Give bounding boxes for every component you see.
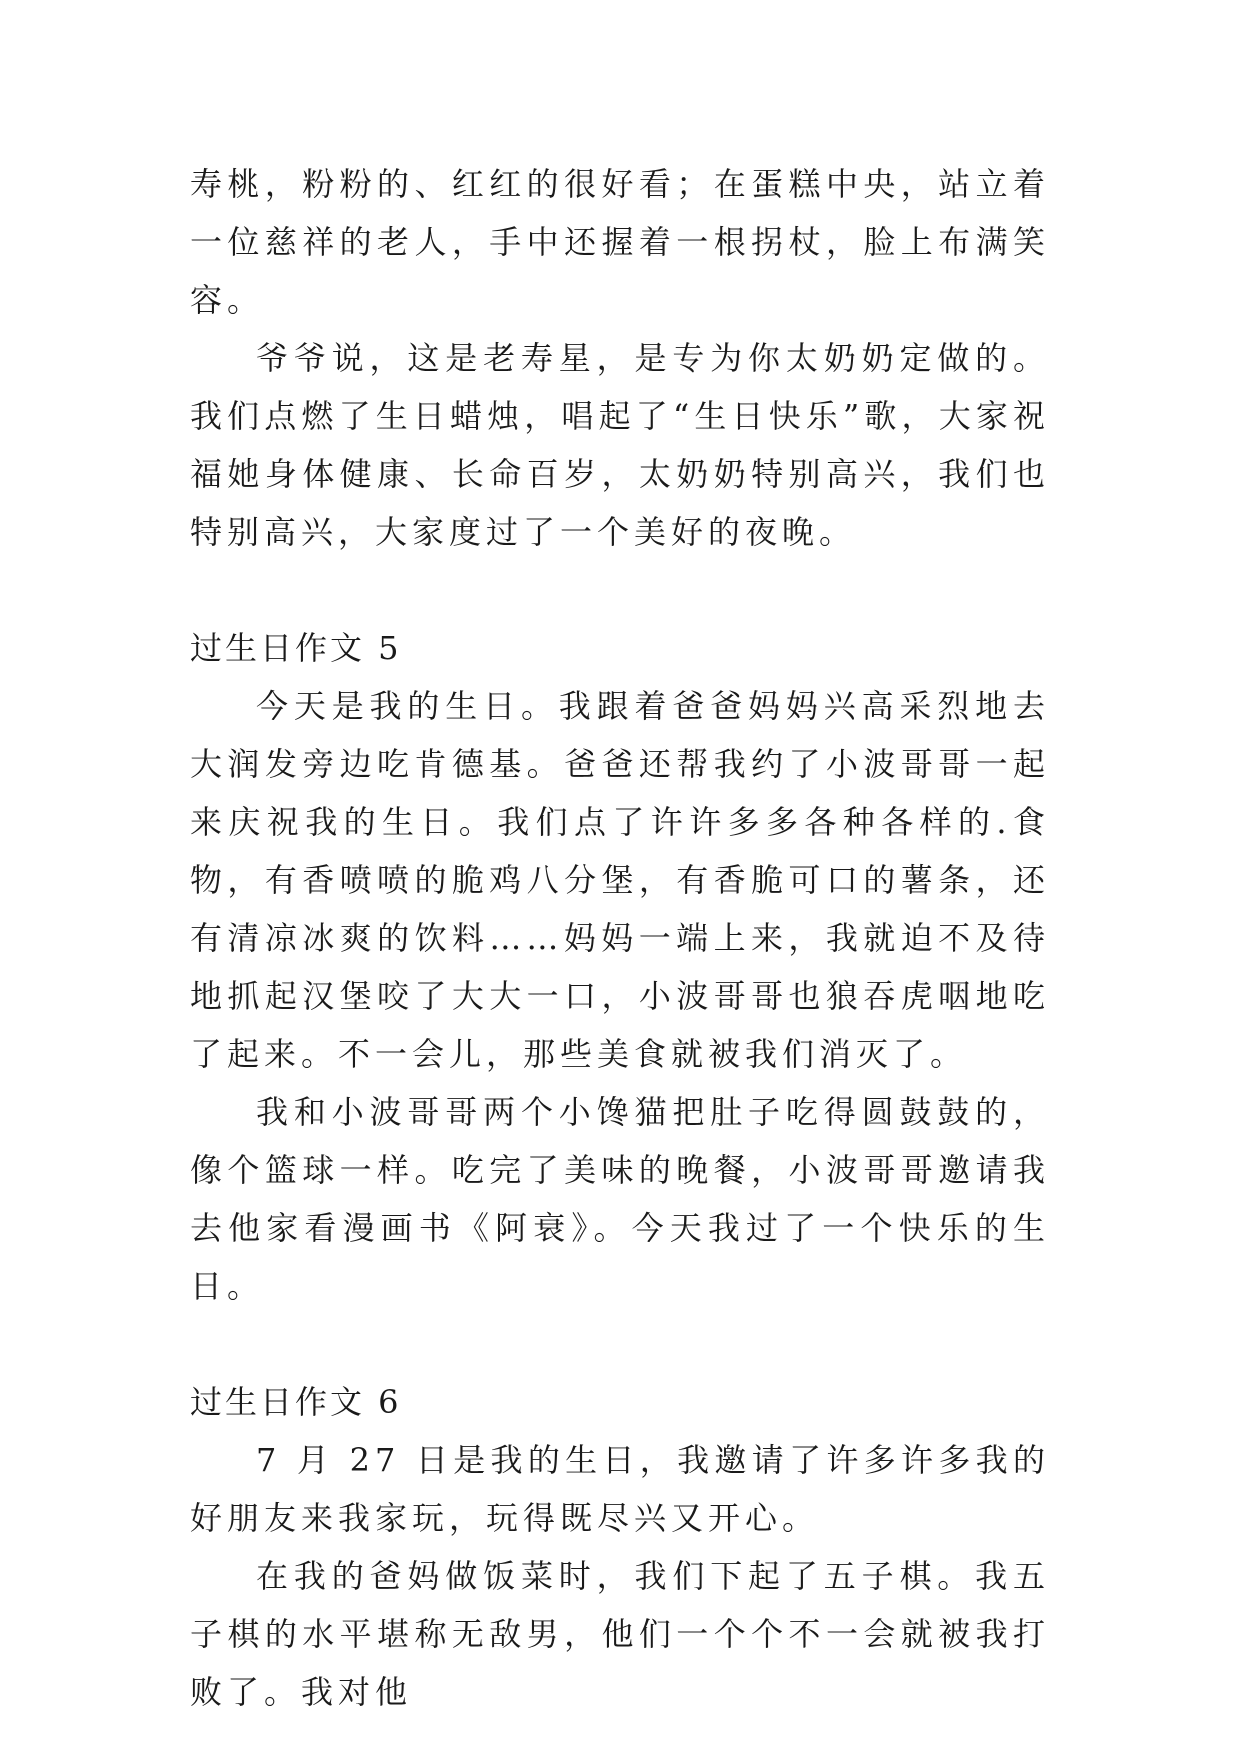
paragraph: 今天是我的生日。我跟着爸爸妈妈兴高采烈地去大润发旁边吃肯德基。爸爸还帮我约了小波哥哥一起来庆祝我的生日。我们点了许许多多各种各样的.食物，有香喷喷的脆鸡八分堡，有香脆可口的薯条，还有清凉冰爽的饮料……妈妈一端上来，我就迫不及待地抓起汉堡咬了大大一口，小波哥哥也狼吞虎咽地吃了起来。不一会儿，那些美食就被我们消灭了。 <box>190 687 1050 1073</box>
paragraph: 在我的爸妈做饭菜时，我们下起了五子棋。我五子棋的水平堪称无敌男，他们一个个不一会就被我打败了。我对他 <box>190 1557 1050 1711</box>
section-heading: 过生日作文 6 <box>190 1383 402 1421</box>
paragraph: 我和小波哥哥两个小馋猫把肚子吃得圆鼓鼓的，像个篮球一样。吃完了美味的晚餐，小波哥哥邀请我去他家看漫画书《阿衰》。今天我过了一个快乐的生日。 <box>190 1093 1050 1305</box>
document-body <box>190 155 1050 1721</box>
section-heading: 过生日作文 5 <box>190 629 402 667</box>
paragraph: 7 月 27 日是我的生日，我邀请了许多许多我的好朋友来我家玩，玩得既尽兴又开心。 <box>190 1441 1050 1537</box>
paragraph: 爷爷说，这是老寿星，是专为你太奶奶定做的。我们点燃了生日蜡烛，唱起了“生日快乐”歌，大家祝福她身体健康、长命百岁，太奶奶特别高兴，我们也特别高兴，大家度过了一个美好的夜晚。 <box>190 339 1050 551</box>
paragraph-continued: 寿桃，粉粉的、红红的很好看；在蛋糕中央，站立着一位慈祥的老人，手中还握着一根拐杖，脸上布满笑容。 <box>190 165 1050 319</box>
